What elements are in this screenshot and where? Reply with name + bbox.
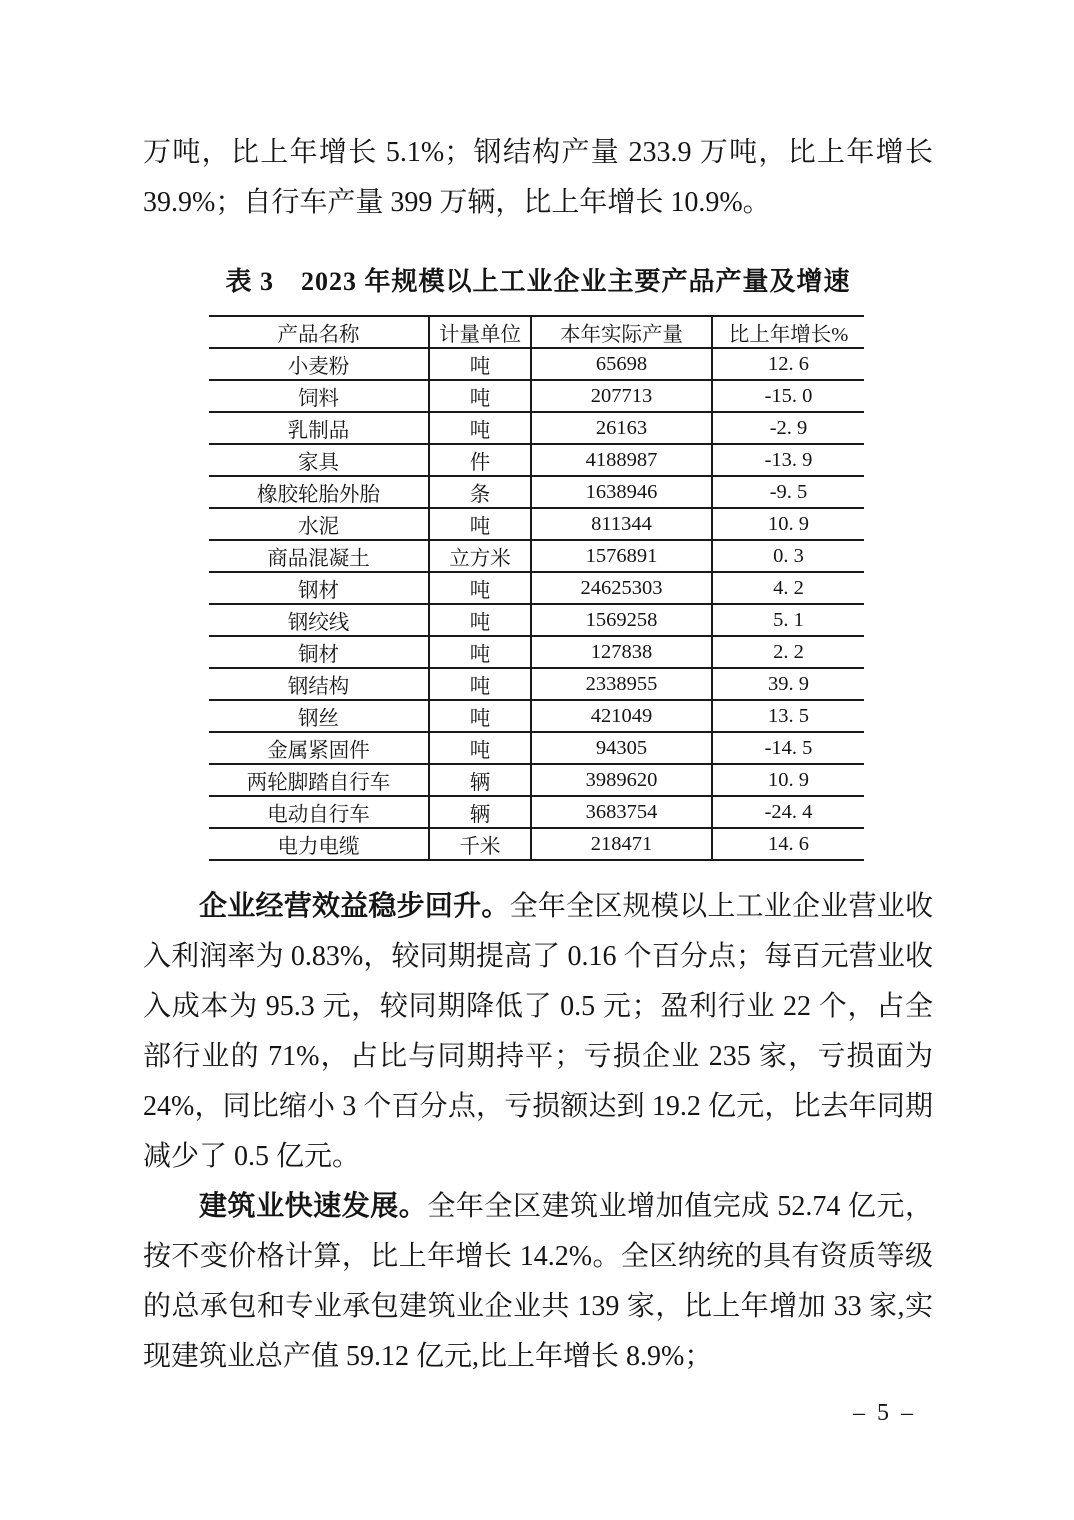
cell-growth: 10. 9 (712, 508, 864, 540)
cell-product: 钢材 (209, 572, 429, 604)
cell-product: 橡胶轮胎外胎 (209, 476, 429, 508)
table-row (209, 796, 864, 828)
cell-unit: 吨 (429, 604, 531, 636)
cell-output: 4188987 (531, 444, 712, 476)
products-table (209, 315, 864, 861)
cell-unit: 吨 (429, 380, 531, 412)
cell-product: 铜材 (209, 636, 429, 668)
cell-output: 65698 (531, 348, 712, 380)
paragraph-industry-benefit (143, 882, 933, 1182)
cell-unit: 辆 (429, 764, 531, 796)
cell-output: 94305 (531, 732, 712, 764)
cell-output: 24625303 (531, 572, 712, 604)
cell-product: 钢绞线 (209, 604, 429, 636)
table-row (209, 348, 864, 380)
cell-product: 乳制品 (209, 412, 429, 444)
cell-output: 421049 (531, 700, 712, 732)
cell-output: 1576891 (531, 540, 712, 572)
cell-output: 2338955 (531, 668, 712, 700)
table-row (209, 668, 864, 700)
cell-growth: -9. 5 (712, 476, 864, 508)
table-header-row (209, 316, 864, 348)
cell-growth: 0. 3 (712, 540, 864, 572)
cell-product: 金属紧固件 (209, 732, 429, 764)
cell-growth: 39. 9 (712, 668, 864, 700)
cell-growth: 14. 6 (712, 828, 864, 860)
cell-unit: 吨 (429, 668, 531, 700)
cell-output: 3989620 (531, 764, 712, 796)
cell-unit: 吨 (429, 700, 531, 732)
table-row (209, 380, 864, 412)
cell-output: 218471 (531, 828, 712, 860)
cell-unit: 吨 (429, 348, 531, 380)
cell-product: 水泥 (209, 508, 429, 540)
cell-growth: 5. 1 (712, 604, 864, 636)
cell-output: 207713 (531, 380, 712, 412)
cell-output: 3683754 (531, 796, 712, 828)
cell-product: 商品混凝土 (209, 540, 429, 572)
cell-output: 1569258 (531, 604, 712, 636)
cell-unit: 辆 (429, 796, 531, 828)
table-row (209, 540, 864, 572)
table-row (209, 476, 864, 508)
cell-growth: -2. 9 (712, 412, 864, 444)
cell-output: 811344 (531, 508, 712, 540)
page-number: – 5 – (853, 1400, 916, 1426)
cell-unit: 吨 (429, 572, 531, 604)
cell-growth: -13. 9 (712, 444, 864, 476)
cell-product: 小麦粉 (209, 348, 429, 380)
paragraph-body: 全年全区建筑业增加值完成 52.74 亿元，按不变价格计算，比上年增长 14.2%。全区纳统的具有资质等级的总承包和专业承包建筑业企业共 139 家，比上年增加 33 家,实现建筑业总产值 59.12 亿元,比上年增长 8.9%； (143, 1191, 933, 1372)
table-row (209, 636, 864, 668)
table-row (209, 764, 864, 796)
cell-growth: -14. 5 (712, 732, 864, 764)
cell-growth: 13. 5 (712, 700, 864, 732)
cell-product: 钢结构 (209, 668, 429, 700)
table-row (209, 604, 864, 636)
table-row (209, 700, 864, 732)
paragraph-construction (143, 1182, 933, 1382)
cell-product: 电动自行车 (209, 796, 429, 828)
cell-growth: 12. 6 (712, 348, 864, 380)
cell-unit: 吨 (429, 636, 531, 668)
page-content (143, 128, 933, 1382)
table-row (209, 508, 864, 540)
cell-unit: 千米 (429, 828, 531, 860)
cell-product: 电力电缆 (209, 828, 429, 860)
cell-product: 钢丝 (209, 700, 429, 732)
body-paragraphs (143, 882, 933, 1382)
cell-unit: 吨 (429, 508, 531, 540)
cell-product: 饲料 (209, 380, 429, 412)
table-row (209, 828, 864, 860)
paragraph-body: 全年全区规模以上工业企业营业收入利润率为 0.83%，较同期提高了 0.16 个百分点；每百元营业收入成本为 95.3 元，较同期降低了 0.5 元；盈利行业 22 个，占全部行业的 71%，占比与同期持平；亏损企业 235 家，亏损面为 24%，同比缩小 3 个百分点，亏损额达到 19.2 亿元，比去年同期减少了 0.5 亿元。 (143, 891, 933, 1172)
cell-growth: 4. 2 (712, 572, 864, 604)
intro-paragraph: 万吨，比上年增长 5.1%；钢结构产量 233.9 万吨，比上年增长 39.9%；自行车产量 399 万辆，比上年增长 10.9%。 (143, 137, 933, 218)
cell-growth: 10. 9 (712, 764, 864, 796)
cell-unit: 吨 (429, 412, 531, 444)
col-header-unit: 计量单位 (429, 316, 531, 348)
cell-unit: 立方米 (429, 540, 531, 572)
cell-output: 1638946 (531, 476, 712, 508)
col-header-growth: 比上年增长% (712, 316, 864, 348)
table-row (209, 572, 864, 604)
cell-product: 两轮脚踏自行车 (209, 764, 429, 796)
cell-output: 26163 (531, 412, 712, 444)
table-row (209, 444, 864, 476)
cell-unit: 件 (429, 444, 531, 476)
table-row (209, 412, 864, 444)
cell-unit: 条 (429, 476, 531, 508)
table-header (209, 316, 864, 348)
table-row (209, 732, 864, 764)
table-body (209, 348, 864, 860)
cell-growth: 2. 2 (712, 636, 864, 668)
paragraph-lead: 企业经营效益稳步回升。 (199, 891, 510, 922)
col-header-product: 产品名称 (209, 316, 429, 348)
col-header-output: 本年实际产量 (531, 316, 712, 348)
cell-output: 127838 (531, 636, 712, 668)
paragraph-lead: 建筑业快速发展。 (199, 1191, 428, 1222)
cell-growth: -24. 4 (712, 796, 864, 828)
cell-unit: 吨 (429, 732, 531, 764)
cell-growth: -15. 0 (712, 380, 864, 412)
cell-product: 家具 (209, 444, 429, 476)
table-title: 表 3 2023 年规模以上工业企业主要产品产量及增速 (225, 267, 851, 296)
